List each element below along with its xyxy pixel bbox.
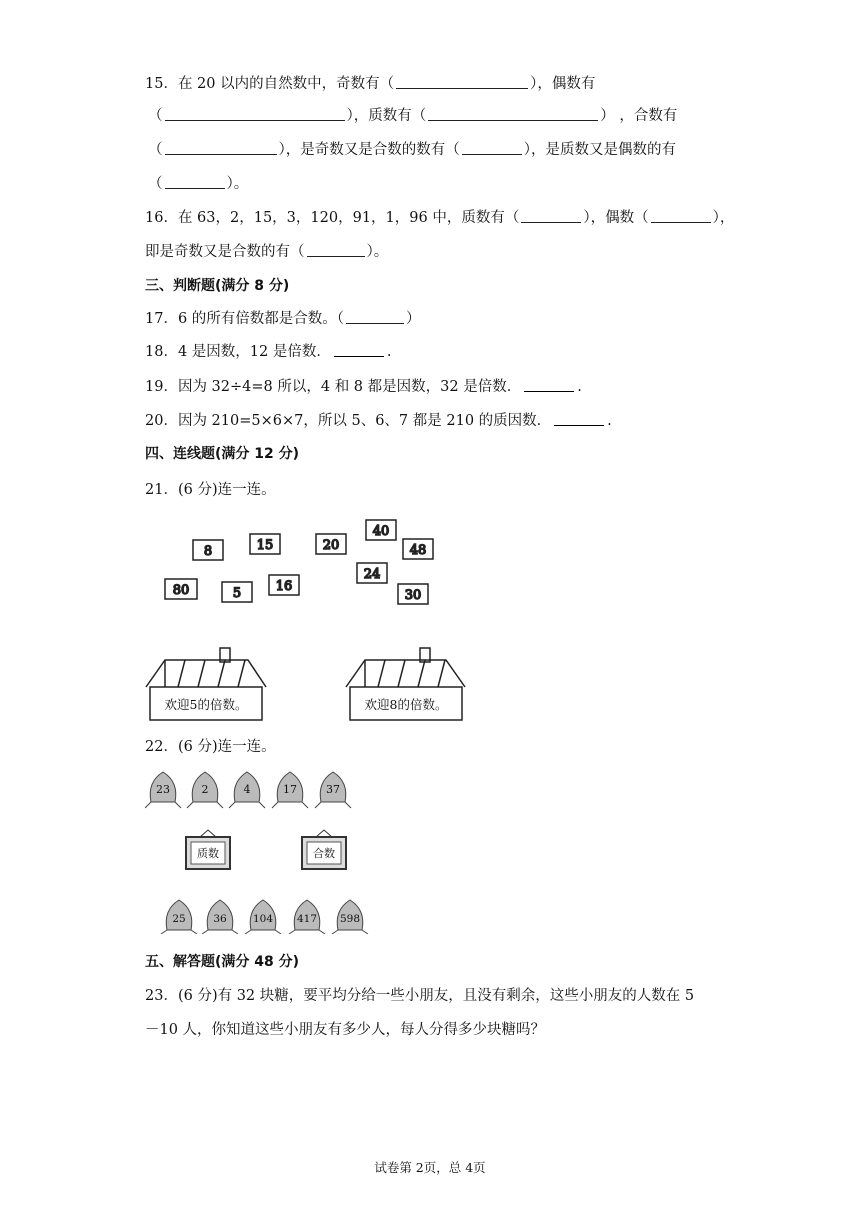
svg-text:36: 36	[213, 913, 227, 925]
q23-line2: －10 人，你知道这些小朋友有多少人，每人分得多少块糖吗？	[145, 1022, 546, 1038]
answer-blank[interactable]	[165, 174, 225, 189]
q15-line2	[148, 106, 677, 126]
q20	[145, 411, 612, 431]
svg-text:30: 30	[404, 588, 422, 603]
svg-text:4: 4	[243, 783, 251, 796]
house-multiples-of-8[interactable]	[346, 648, 465, 720]
q23-line1: 23．(6 分)有 32 块糖，要平均分给一些小朋友，且没有剩余，这些小朋友的人数在 5	[145, 988, 695, 1004]
number-card[interactable]	[398, 584, 428, 604]
peach-number[interactable]	[187, 772, 223, 808]
q22-figure	[145, 768, 373, 934]
q15-text: 15．在 20 以内的自然数中，奇数有（	[145, 76, 395, 92]
q15-text: ），质数有（	[346, 108, 427, 124]
svg-text:417: 417	[296, 913, 318, 925]
q21-title: 21．(6 分)连一连。	[145, 482, 276, 498]
q15-text: ）。	[226, 176, 249, 192]
q19-text: 19．因为 32÷4=8 所以，4 和 8 都是因数，32 是倍数．	[145, 379, 522, 395]
peach-number[interactable]	[272, 772, 308, 808]
q18	[145, 342, 391, 362]
peach-number[interactable]	[315, 772, 351, 808]
number-card[interactable]	[165, 579, 197, 599]
section-heading-judgment: 三、判断题(满分 8 分)	[145, 278, 290, 294]
q16-line2	[145, 242, 388, 262]
q15-text: ），是质数又是偶数的有	[523, 142, 676, 158]
answer-blank[interactable]	[462, 140, 522, 155]
svg-text:598: 598	[339, 913, 361, 925]
peach-number[interactable]	[161, 900, 197, 934]
q16-text: ），偶数（	[583, 210, 649, 226]
svg-text:80: 80	[172, 583, 190, 598]
page-footer: 试卷第 2页，总 4页	[374, 1160, 486, 1175]
svg-text:8: 8	[203, 544, 213, 559]
q19-text: .	[577, 379, 582, 395]
peach-number[interactable]	[332, 900, 368, 934]
number-card[interactable]	[250, 534, 280, 554]
q15-text: ），偶数有	[530, 76, 596, 92]
peach-number[interactable]	[289, 900, 325, 934]
answer-blank[interactable]	[346, 309, 404, 324]
q17-text: ）	[406, 311, 421, 327]
q15-text: （	[148, 142, 163, 158]
peach-number[interactable]	[229, 772, 265, 808]
peach-number[interactable]	[245, 900, 281, 934]
q18-text: 18．4 是因数，12 是倍数．	[145, 344, 331, 360]
svg-text:17: 17	[283, 783, 297, 796]
house-label: 欢迎5的倍数。	[164, 697, 248, 712]
section-heading-matching: 四、连线题(满分 12 分)	[145, 446, 300, 462]
number-card[interactable]	[269, 575, 299, 595]
answer-blank[interactable]	[524, 377, 574, 392]
answer-blank[interactable]	[396, 74, 528, 89]
number-card[interactable]	[316, 534, 346, 554]
q18-text: .	[386, 344, 392, 360]
q17	[145, 309, 421, 329]
q20-text: .	[607, 413, 612, 429]
number-card[interactable]	[222, 582, 252, 602]
number-card[interactable]	[366, 520, 396, 540]
number-card[interactable]	[357, 563, 387, 583]
svg-text:37: 37	[326, 783, 340, 796]
section-heading-solve: 五、解答题(满分 48 分)	[145, 954, 300, 970]
q15-text: （	[148, 176, 163, 192]
peach-number[interactable]	[202, 900, 238, 934]
q15-line3	[148, 140, 676, 160]
q17-text: 17．6 的所有倍数都是合数。（	[145, 311, 345, 327]
svg-text:质数: 质数	[197, 847, 219, 860]
svg-text:15: 15	[256, 538, 274, 553]
q19	[145, 377, 582, 397]
peach-number[interactable]	[145, 772, 181, 808]
q16-line1	[145, 208, 734, 228]
answer-blank[interactable]	[428, 106, 598, 121]
q15-text: ） ，合数有	[600, 108, 678, 124]
frame-prime[interactable]	[186, 830, 230, 869]
svg-text:24: 24	[363, 567, 381, 582]
svg-text:20: 20	[322, 538, 340, 553]
q21-figure	[140, 510, 480, 728]
answer-blank[interactable]	[165, 106, 345, 121]
q15-line1	[145, 74, 595, 94]
q16-text: 即是奇数又是合数的有（	[145, 244, 305, 260]
q15-text: ），是奇数又是合数的数有（	[278, 142, 460, 158]
svg-text:23: 23	[156, 783, 170, 796]
svg-text:合数: 合数	[313, 847, 335, 860]
number-card[interactable]	[403, 539, 433, 559]
svg-text:25: 25	[172, 913, 186, 925]
svg-text:40: 40	[372, 524, 390, 539]
q16-text: ），	[712, 210, 735, 226]
q15-text: （	[148, 108, 163, 124]
answer-blank[interactable]	[307, 242, 365, 257]
house-multiples-of-5[interactable]	[146, 648, 266, 720]
svg-text:5: 5	[232, 586, 242, 601]
number-card[interactable]	[193, 540, 223, 560]
q16-text: ）。	[366, 244, 389, 260]
svg-text:16: 16	[275, 579, 293, 594]
answer-blank[interactable]	[554, 411, 604, 426]
q16-text: 16．在 63，2，15，3，120，91，1，96 中，质数有（	[145, 210, 520, 226]
house-label: 欢迎8的倍数。	[364, 697, 448, 712]
frame-composite[interactable]	[302, 830, 346, 869]
q22-title: 22．(6 分)连一连。	[145, 739, 276, 755]
q15-line4	[148, 174, 248, 194]
svg-text:48: 48	[409, 543, 427, 558]
q20-text: 20．因为 210=5×6×7，所以 5、6、7 都是 210 的质因数．	[145, 413, 552, 429]
answer-blank[interactable]	[165, 140, 277, 155]
answer-blank[interactable]	[651, 208, 711, 223]
svg-text:104: 104	[252, 913, 274, 925]
svg-text:2: 2	[201, 783, 209, 796]
answer-blank[interactable]	[334, 342, 384, 357]
answer-blank[interactable]	[521, 208, 581, 223]
